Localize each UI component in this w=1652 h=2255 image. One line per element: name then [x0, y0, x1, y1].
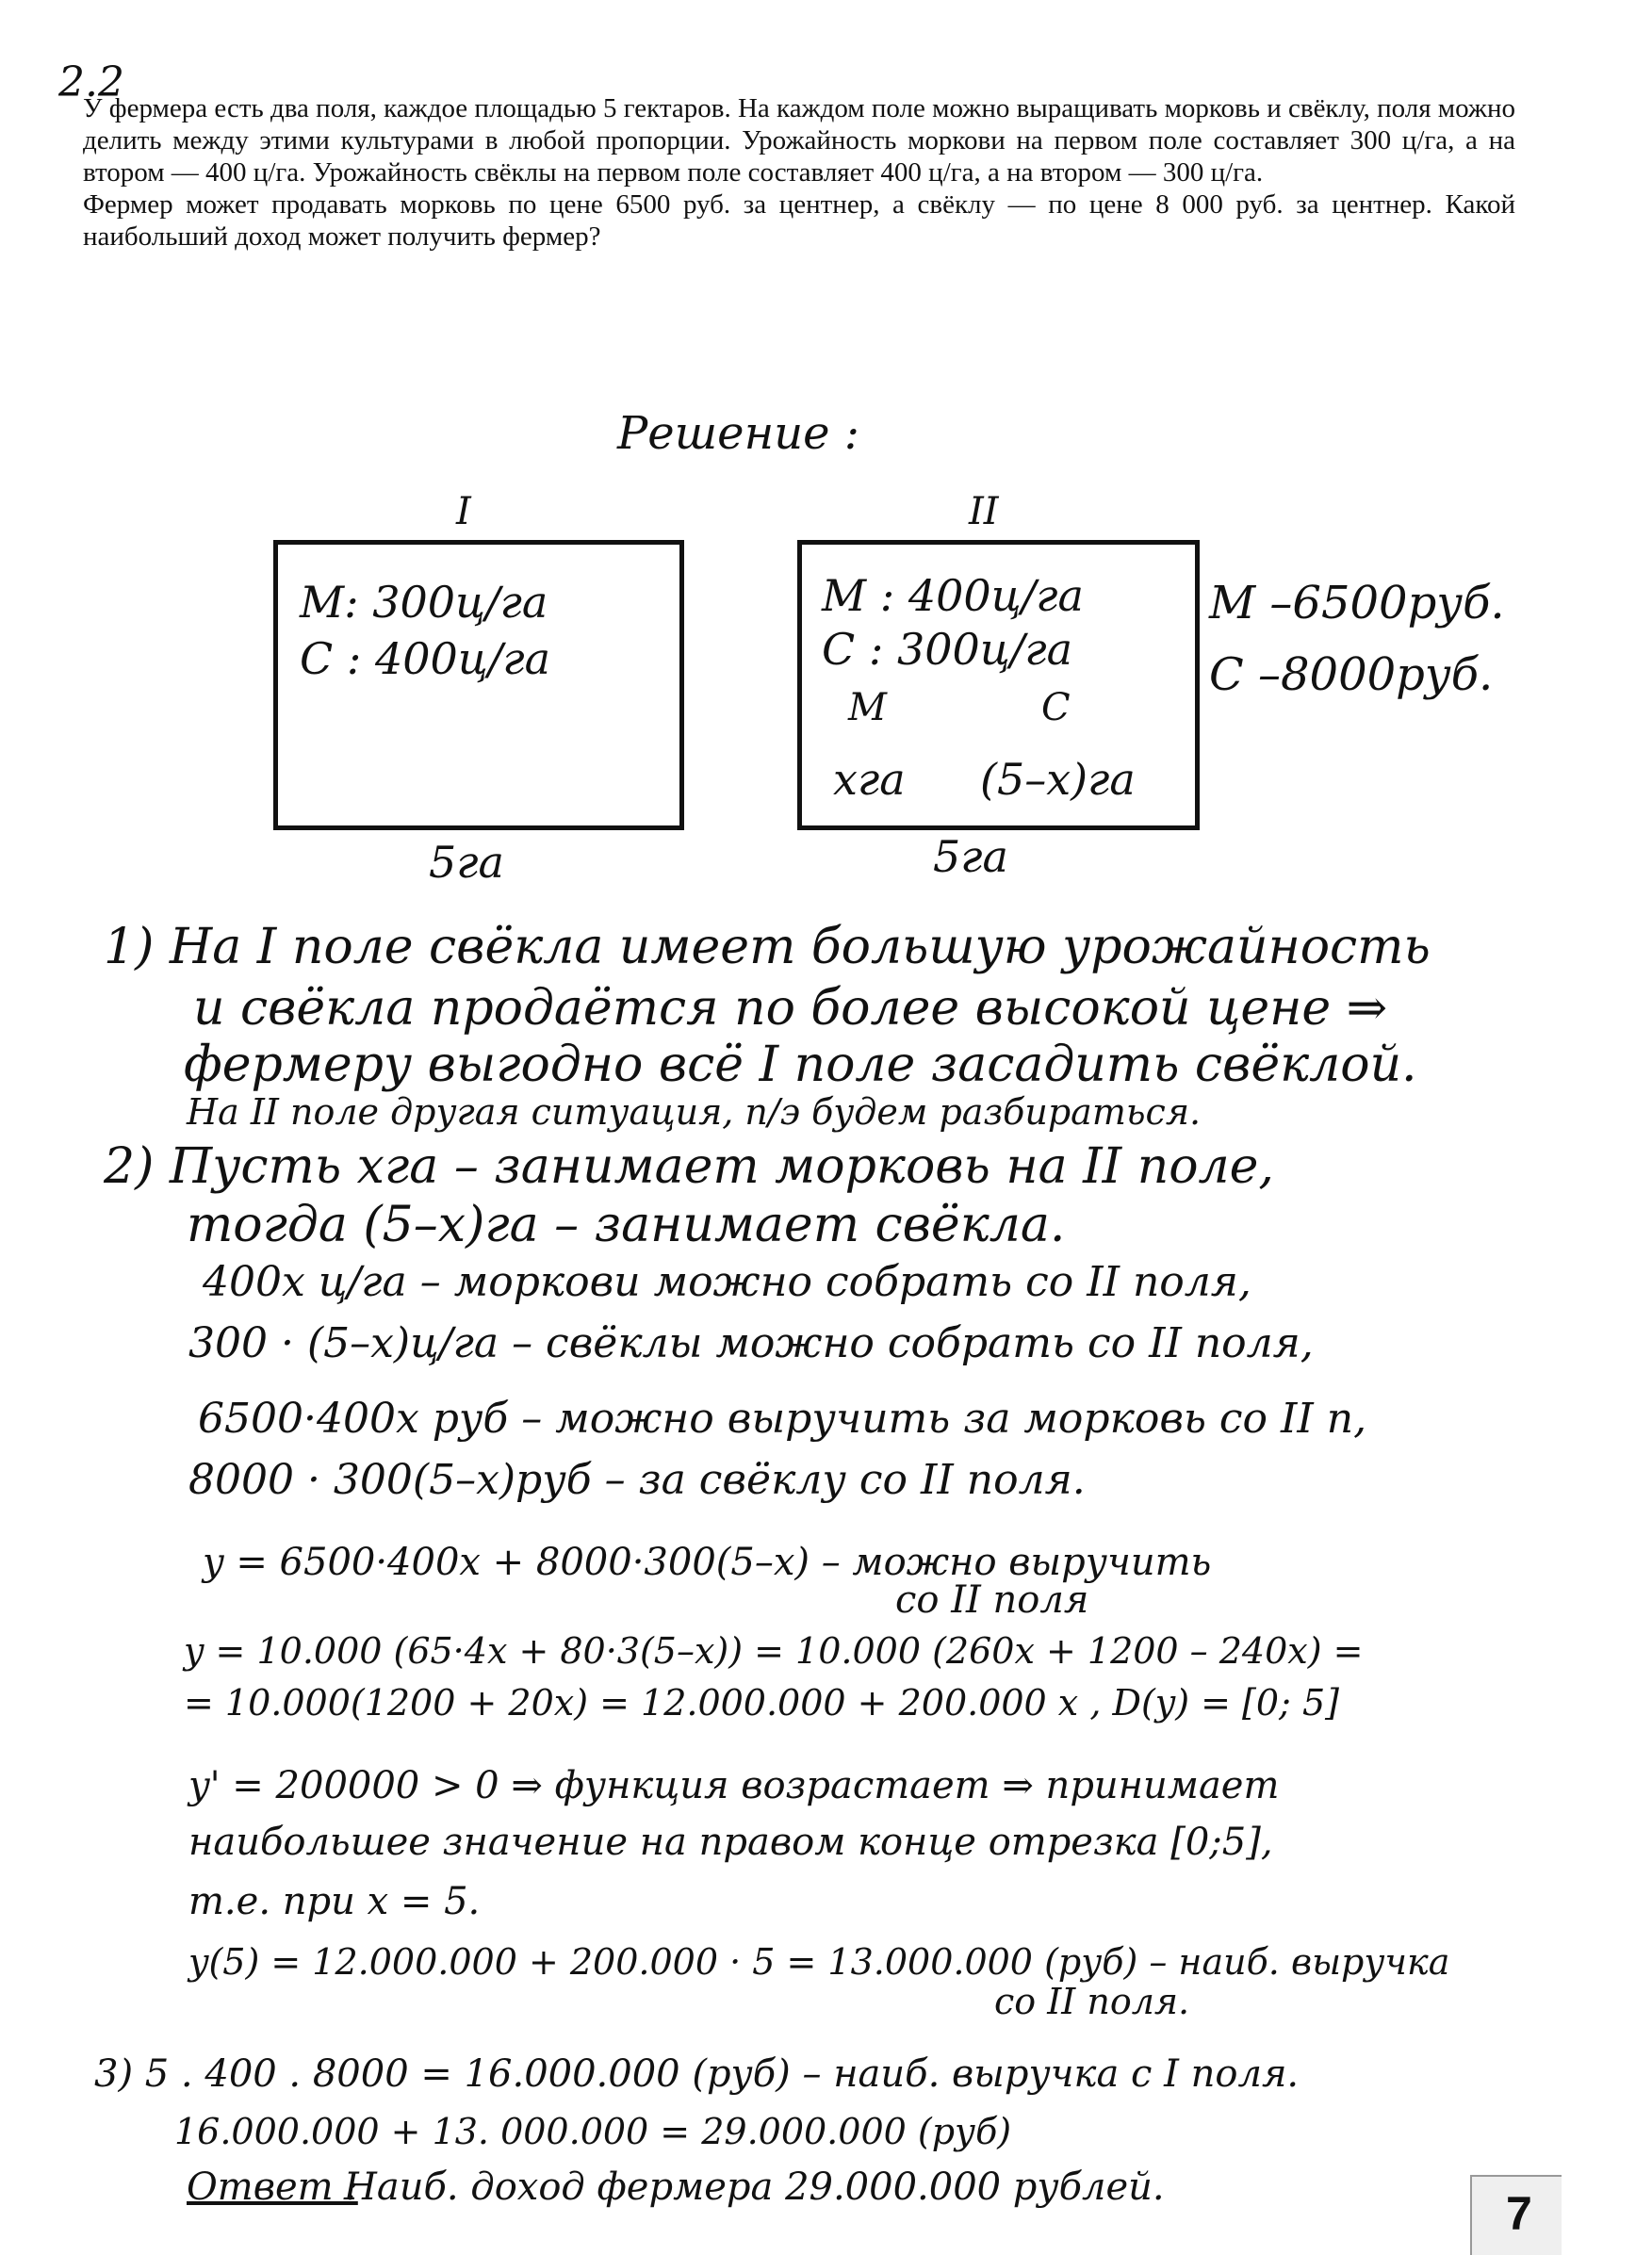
problem-paragraph-1: У фермера есть два поля, каждое площадью 5 гектаров. На каждом поле можно выращивать морковь и свёклу, поля можно делить между этими культурами в любой пропорции. Урожайность моркови на первом поле составляет 300 ц/га, а на втором — 400 ц/га. Урожайность свёклы на первом поле составляет 400 ц/га, а на втором — 300 ц/га.	[83, 93, 1515, 188]
field-2-label: II	[969, 490, 999, 533]
answer-text: Наиб. доход фермера 29.000.000 рублей.	[344, 2165, 1165, 2209]
problem-paragraph-2: Фермер может продавать морковь по цене 6500 руб. за центнер, а свёклу — по цене 8 000 руб. за центнер. Какой наибольший доход может получить фермер?	[83, 189, 1515, 252]
page-number: 7	[1506, 2187, 1532, 2240]
field-1-beet-yield: С : 400ц/га	[300, 633, 551, 684]
step-1-line-4: На II поле другая ситуация, п/э будем разбираться.	[187, 1091, 1202, 1133]
equation-revenue-note: со II поля	[895, 1578, 1089, 1622]
step-2-line-6: 8000 · 300(5–x)руб – за свёклу со II поля.	[188, 1456, 1086, 1504]
answer-label: Ответ :	[187, 2165, 358, 2209]
field-2-carrot-area: xга	[833, 754, 906, 805]
field-1-label: I	[456, 490, 471, 533]
step-2-line-3: 400x ц/га – моркови можно собрать со II поля,	[203, 1258, 1251, 1306]
step-2-line-5: 6500·400x руб – можно выручить за морковь со II п,	[198, 1395, 1367, 1443]
equation-simplify-1: y = 10.000 (65·4x + 80·3(5–x)) = 10.000 (260x + 1200 – 240x) =	[184, 1630, 1364, 1672]
equation-simplify-2: = 10.000(1200 + 20x) = 12.000.000 + 200.000 x , D(y) = [0; 5]	[184, 1682, 1339, 1724]
problem-number: 2.2	[58, 58, 124, 106]
step-2-line-4: 300 · (5–x)ц/га – свёклы можно собрать со II поля,	[188, 1319, 1314, 1367]
x-equals-line: т.е. при x = 5.	[188, 1880, 481, 1923]
carrot-price: М –6500руб.	[1209, 577, 1505, 629]
max-value-line: наибольшее значение на правом конце отрезка [0;5],	[188, 1821, 1273, 1864]
step-3-line-2: 16.000.000 + 13. 000.000 = 29.000.000 (руб)	[174, 2111, 1012, 2152]
step-1-line-3: фермеру выгодно всё I поле засадить свёклой.	[184, 1037, 1417, 1093]
beet-price: С –8000руб.	[1209, 648, 1494, 701]
step-1-line-1: 1) На I поле свёкла имеет большую урожайность	[104, 919, 1431, 975]
y5-note: со II поля.	[994, 1981, 1190, 2022]
field-2-crop-m: М	[848, 686, 887, 729]
field-2-beet-area: (5–x)га	[980, 754, 1136, 805]
field-2-crop-c: С	[1041, 686, 1071, 729]
step-1-line-2: и свёкла продаётся по более высокой цене ⇒	[193, 980, 1388, 1037]
problem-statement	[83, 92, 1515, 253]
field-2-area: 5га	[933, 831, 1008, 882]
field-2-beet-yield: С : 300ц/га	[822, 624, 1073, 675]
field-1-area: 5га	[429, 837, 504, 888]
step-2-line-2: тогда (5–x)га – занимает свёкла.	[187, 1197, 1066, 1253]
field-2-carrot-yield: М : 400ц/га	[822, 570, 1084, 621]
step-2-line-1: 2) Пусть xга – занимает морковь на II поле,	[104, 1138, 1274, 1195]
equation-revenue: y = 6500·400x + 8000·300(5–x) – можно выручить	[203, 1541, 1212, 1584]
field-1-carrot-yield: М: 300ц/га	[300, 577, 548, 628]
step-3-line-1: 3) 5 . 400 . 8000 = 16.000.000 (руб) – наиб. выручка с I поля.	[94, 2052, 1300, 2096]
y5-line: y(5) = 12.000.000 + 200.000 · 5 = 13.000.000 (руб) – наиб. выручка	[188, 1941, 1450, 1983]
derivative-line: y' = 200000 > 0 ⇒ функция возрастает ⇒ принимает	[188, 1764, 1280, 1807]
solution-title: Решение :	[617, 407, 859, 460]
